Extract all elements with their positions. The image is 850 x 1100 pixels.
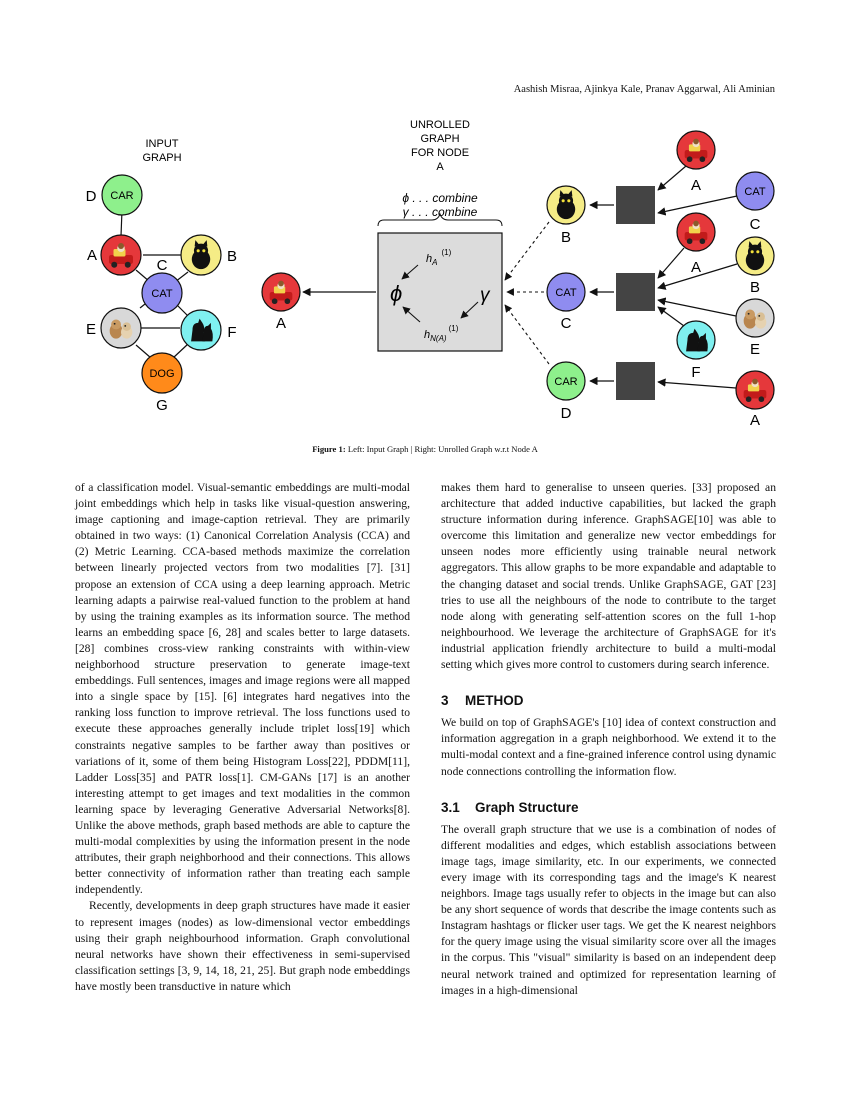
layer2-label-a-bottom: A bbox=[749, 412, 761, 429]
figure-1 bbox=[0, 0, 850, 440]
left-column bbox=[75, 480, 410, 995]
node-car bbox=[102, 175, 142, 215]
svg-text:CAR: CAR bbox=[554, 376, 578, 388]
label-c: C bbox=[156, 257, 168, 274]
output-node-a bbox=[262, 273, 300, 311]
svg-text:CAT: CAT bbox=[555, 287, 577, 299]
label-e: E bbox=[85, 321, 97, 338]
paragraph: Recently, developments in deep graph structures have made it easier to represent images (nodes) as low-dimensional vector embeddings using their graph neighbourhood information. Graph convolutional neural networks have shown their effectiveness in semi-supervised classification settings [3, 9, 14, 18, 21, 25]. But graph node embeddings have mostly been transductive in nature which bbox=[75, 899, 410, 993]
unrolled-title-4: A bbox=[436, 161, 444, 173]
layer2-node-a-bottom bbox=[736, 371, 774, 409]
paragraph: of a classification model. Visual-semantic embeddings are multi-modal joint embeddings which help in tasks like visual-question answering, image captioning and image-caption retrieval. They are primarily obtained in two ways: (1) Canonical Correlation Analysis (CCA) and (2) Metric Learning. CCA-based methods maximize the correlation between linearly projected vectors from two modalities [7]. [31] propose an extension of CCA using a deep learning approach. Metric learning adapts a pairwise real-valued function to the problem at hand by using the training examples as its information source. The method learns an embedding space [6, 28] and scales better to large datasets. [28] combines cross-view ranking constraints with within-view neighborhood structure preservation to generate image-text embeddings. Full sentences, images and image regions were all mapped into a single space by [15]. [6] integrates hard negatives into the ranking loss function to improve retrieval. The loss functions used to execute these approaches generally include triplet loss[19] which constraints negative samples to be farther away than positives or variations of it, some of them being Histogram Loss[22], PDDM[11], Ladder Loss[35] and PATR loss[1]. CM-GANs [17] is an another interesting attempt to get images and text modalities in the common learning space by leveraging Generative Adversarial Networks[8]. Unlike the above methods, graph based methods are able to capture the multi-modal complexities by using the information present in the node attributes, their graph neighborhood and their connections. This allows better connectivity of information rather than treating each sample independently. bbox=[75, 481, 410, 897]
h-na: h bbox=[424, 329, 431, 341]
node-e-image bbox=[101, 308, 141, 348]
aggregator-b bbox=[616, 186, 655, 224]
layer1-node-b bbox=[547, 186, 585, 224]
layer1-label-b: B bbox=[560, 229, 572, 246]
unrolled-title-3: FOR NODE bbox=[410, 147, 470, 159]
node-f-image bbox=[181, 310, 221, 350]
figure-caption bbox=[0, 444, 850, 454]
layer1-node-car bbox=[547, 362, 585, 400]
output-label-a: A bbox=[275, 315, 287, 332]
input-graph-title-2: GRAPH bbox=[142, 152, 182, 164]
layer2-node-e bbox=[736, 299, 774, 337]
layer1-label-c: C bbox=[560, 315, 572, 332]
unrolled-title-1: UNROLLED bbox=[410, 119, 470, 131]
paragraph: makes them hard to generalise to unseen queries. [33] proposed an architecture that added inductive capabilities, but lacked the graph structure information during inference. GraphSAGE[10] was able to overcome this limitation and generalize new vector embeddings for unseen nodes more efficiently using trainable neural network aggregators. This allow graphs to be more expandable and adaptable to the changing dataset and social trends. Unlike GraphSAGE, GAT [23] tries to use all the neighbours of the node to contribute to the target node along with generating self-attention scores on the full 1-hop neighbourhood. We leverage the architecture of GraphSAGE for it's industrial application friendly architecture to build a multi-modal setting which gives more control to customers during search inference. bbox=[441, 481, 776, 672]
input-graph-title-1: INPUT bbox=[145, 138, 179, 150]
h-na-sub: N(A) bbox=[430, 334, 447, 343]
svg-text:CAR: CAR bbox=[110, 190, 134, 202]
unrolled-title-2: GRAPH bbox=[420, 133, 460, 145]
layer2-label-a-top: A bbox=[690, 177, 702, 194]
l2-arrow-a-top bbox=[658, 166, 686, 190]
layer2-label-f: F bbox=[691, 364, 701, 381]
layer2-node-cat bbox=[736, 172, 774, 210]
label-a: A bbox=[86, 247, 98, 264]
combine-phi: ϕ . . . combine bbox=[402, 191, 478, 205]
layer1-label-d: D bbox=[560, 405, 572, 422]
svg-text:CAT: CAT bbox=[744, 186, 766, 198]
layer2-label-e: E bbox=[749, 341, 761, 358]
h-a-sup: (1) bbox=[441, 248, 452, 257]
svg-text:CAT: CAT bbox=[151, 288, 173, 300]
aggregator-c bbox=[616, 273, 655, 311]
right-column bbox=[441, 480, 776, 999]
node-a-image bbox=[101, 235, 141, 275]
layer2-label-c: C bbox=[749, 216, 761, 233]
svg-text:DOG: DOG bbox=[149, 368, 175, 380]
l2-arrow-f bbox=[658, 307, 684, 326]
layer2-node-a-top bbox=[677, 131, 715, 169]
dashed-arrow-d bbox=[505, 305, 549, 364]
paragraph: The overall graph structure that we use is a combination of nodes of different modalities and edges, which establish associations between image tags, image similarity, etc. In our experiments, we connected every image with its corresponding tags and the image's K nearest neighbors. Image tags usually refer to objects in the image but can also be any short sequence of words that describe the image contents such as Instagram hashtags or flicker user tags. We get the K nearest neighbors for the query image using the visual similarity score over all the images in the corpus. This "visual" similarity is based on an independent deep neural network trained and optimized for representation learning of images in a high-dimensional bbox=[441, 822, 776, 997]
node-cat bbox=[142, 273, 182, 313]
phi-symbol: ϕ bbox=[390, 281, 403, 306]
label-b: B bbox=[226, 248, 238, 265]
l2-arrow-cat bbox=[658, 196, 737, 213]
section-heading-3: 3 METHOD bbox=[441, 693, 524, 709]
label-d: D bbox=[85, 188, 97, 205]
aggregator-d bbox=[616, 362, 655, 400]
label-f: F bbox=[227, 324, 237, 341]
h-na-sup: (1) bbox=[448, 324, 459, 333]
l2-arrow-a-mid bbox=[658, 248, 684, 278]
label-g: G bbox=[156, 397, 168, 414]
layer2-label-a-mid: A bbox=[690, 259, 702, 276]
combine-gamma: γ . . . combine bbox=[402, 205, 478, 219]
node-b-image bbox=[181, 235, 221, 275]
section-heading-3-1: 3.1 Graph Structure bbox=[441, 799, 579, 815]
h-a: h bbox=[426, 253, 433, 265]
l2-arrow-a-bottom bbox=[658, 382, 736, 388]
layer1-node-cat bbox=[547, 273, 585, 311]
l2-arrow-e bbox=[658, 300, 736, 316]
layer2-node-a-mid bbox=[677, 213, 715, 251]
caption-label: Figure 1: bbox=[312, 444, 346, 454]
h-a-sub: A bbox=[432, 258, 438, 267]
layer2-node-f bbox=[677, 321, 715, 359]
layer2-label-b: B bbox=[749, 279, 761, 296]
gamma-symbol: γ bbox=[480, 285, 490, 306]
layer2-node-b bbox=[736, 237, 774, 275]
paragraph: We build on top of GraphSAGE's [10] idea of context construction and information aggregation in a graph neighborhood. We extend it to the multi-modal context and a fine-grained inference control using dynamic node connections controlling the information flow. bbox=[441, 716, 776, 778]
running-header: Aashish Misraa, Ajinkya Kale, Pranav Aggarwal, Ali Aminian bbox=[513, 84, 775, 95]
dashed-arrow-b bbox=[505, 222, 549, 280]
node-dog bbox=[142, 353, 182, 393]
caption-text: Left: Input Graph | Right: Unrolled Graph w.r.t Node A bbox=[345, 444, 538, 454]
